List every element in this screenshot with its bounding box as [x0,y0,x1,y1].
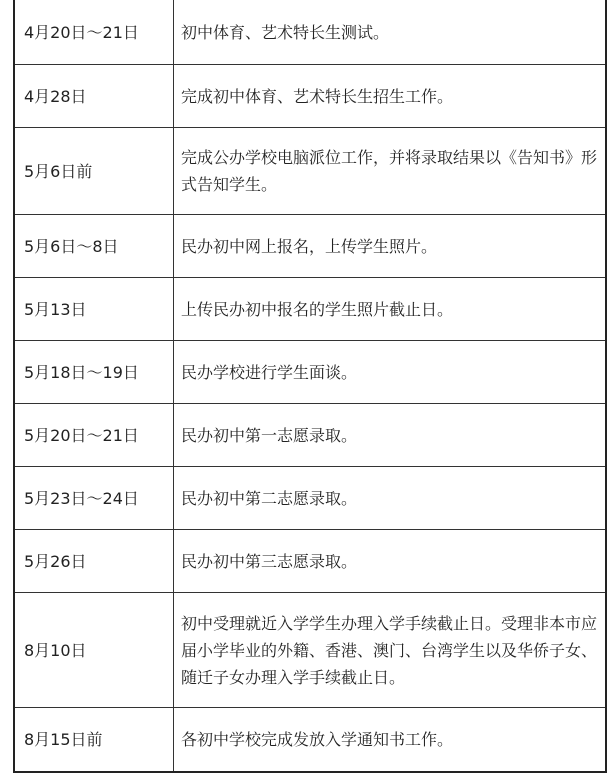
table-row [14,341,606,404]
date-cell: 5月6日～8日 [14,215,174,278]
description-cell: 民办初中第三志愿录取。 [174,530,607,593]
table-row [14,65,606,128]
table-row [14,278,606,341]
table-row [14,708,606,773]
table-row [14,467,606,530]
date-cell: 4月28日 [14,65,174,128]
description-cell: 完成公办学校电脑派位工作，并将录取结果以《告知书》形式告知学生。 [174,128,607,215]
description-cell: 上传民办初中报名的学生照片截止日。 [174,278,607,341]
description-cell: 各初中学校完成发放入学通知书工作。 [174,708,607,773]
schedule-table [13,0,607,773]
date-cell: 5月13日 [14,278,174,341]
description-cell: 初中体育、艺术特长生测试。 [174,0,607,65]
date-cell: 5月6日前 [14,128,174,215]
table-row [14,128,606,215]
date-cell: 5月23日～24日 [14,467,174,530]
description-cell: 民办学校进行学生面谈。 [174,341,607,404]
description-cell: 民办初中第二志愿录取。 [174,467,607,530]
table-row [14,593,606,708]
date-cell: 4月20日～21日 [14,0,174,65]
description-cell: 民办初中网上报名，上传学生照片。 [174,215,607,278]
table-row [14,0,606,65]
date-cell: 5月20日～21日 [14,404,174,467]
date-cell: 8月15日前 [14,708,174,773]
table-row [14,530,606,593]
description-cell: 民办初中第一志愿录取。 [174,404,607,467]
description-cell: 完成初中体育、艺术特长生招生工作。 [174,65,607,128]
date-cell: 5月26日 [14,530,174,593]
description-cell: 初中受理就近入学学生办理入学手续截止日。受理非本市应届小学毕业的外籍、香港、澳门、台湾学生以及华侨子女、随迁子女办理入学手续截止日。 [174,593,607,708]
date-cell: 5月18日～19日 [14,341,174,404]
table-row [14,404,606,467]
table-row [14,215,606,278]
date-cell: 8月10日 [14,593,174,708]
